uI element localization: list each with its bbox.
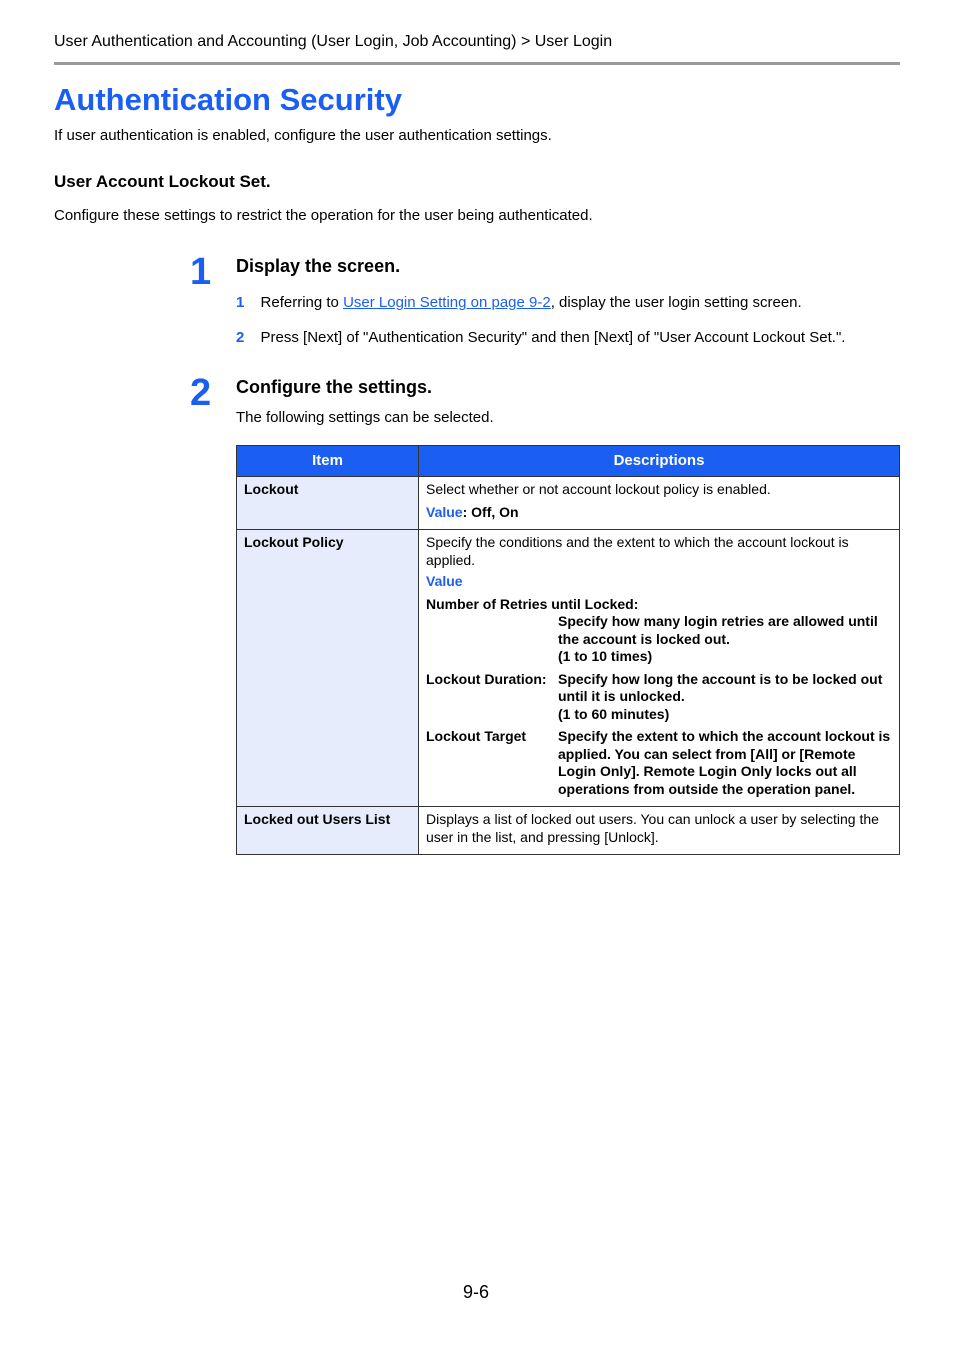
duration-range: (1 to 60 minutes) <box>558 705 670 722</box>
lockout-value-label: Value <box>426 503 463 520</box>
retries-detail <box>426 613 891 666</box>
retries-range: (1 to 10 times) <box>558 648 653 664</box>
lockout-policy-value-label: Value <box>426 573 463 589</box>
row-lockout-item: Lockout <box>237 477 419 530</box>
duration-text: Specify how long the account is to be locked out until it is unlocked. <box>558 670 883 704</box>
step-2-number: 2 <box>190 372 212 414</box>
settings-table <box>236 445 900 855</box>
table-row <box>237 477 900 530</box>
duration-label: Lockout Duration: <box>426 670 547 687</box>
user-login-setting-link[interactable]: User Login Setting on page 9-2 <box>343 294 551 311</box>
header-rule <box>54 62 900 65</box>
substep-1-number: 1 <box>236 294 245 311</box>
table-row <box>237 807 900 855</box>
substep-1 <box>236 293 802 312</box>
target-text: Specify the extent to which the account lockout is applied. You can select from [All] or [Remote Login Only]. Remote Login Only locks out all operations from outside the operation panel. <box>558 728 891 797</box>
substep-2-number: 2 <box>236 329 245 346</box>
intro-text: If user authentication is enabled, configure the user authentication settings. <box>54 127 552 144</box>
retries-text: Specify how many login retries are allowed until the account is locked out. <box>558 613 878 647</box>
step-2-title: Configure the settings. <box>236 377 433 397</box>
step-2-text: The following settings can be selected. <box>236 409 494 426</box>
step-1-title: Display the screen. <box>236 256 401 276</box>
lockout-value-text: : Off, On <box>462 503 519 520</box>
column-header-descriptions: Descriptions <box>419 446 900 477</box>
row-lockout-policy-description <box>419 530 900 807</box>
target-detail <box>426 728 891 798</box>
substep-1-text-before: Referring to <box>260 294 344 311</box>
step-1-number: 1 <box>190 251 212 293</box>
target-label: Lockout Target <box>426 728 527 744</box>
page-number: 9-6 <box>463 1282 490 1302</box>
lockout-policy-description-text: Specify the conditions and the extent to which the account lockout is applied. <box>426 534 849 568</box>
row-locked-out-users-description: Displays a list of locked out users. You can unlock a user by selecting the user in the list, and pressing [Unlock]. <box>419 807 900 855</box>
table-header-row <box>237 446 900 477</box>
retries-label: Number of Retries until Locked: <box>426 595 639 612</box>
substep-2 <box>236 328 845 347</box>
section-heading: User Account Lockout Set. <box>54 172 271 191</box>
row-locked-out-users-item: Locked out Users List <box>237 807 419 855</box>
lockout-value <box>426 504 891 522</box>
row-lockout-policy-item: Lockout Policy <box>237 530 419 807</box>
section-description: Configure these settings to restrict the operation for the user being authenticated. <box>54 207 593 224</box>
substep-2-text: Press [Next] of "Authentication Security" and then [Next] of "User Account Lockout Set.". <box>260 329 846 346</box>
row-lockout-description <box>419 477 900 530</box>
table-row <box>237 530 900 807</box>
page-title: Authentication Security <box>54 82 402 117</box>
duration-detail <box>426 671 891 724</box>
column-header-item: Item <box>237 446 419 477</box>
substep-1-text-after: , display the user login setting screen. <box>550 294 802 311</box>
lockout-description-text: Select whether or not account lockout policy is enabled. <box>426 481 771 497</box>
breadcrumb: User Authentication and Accounting (User Login, Job Accounting) > User Login <box>54 33 613 50</box>
